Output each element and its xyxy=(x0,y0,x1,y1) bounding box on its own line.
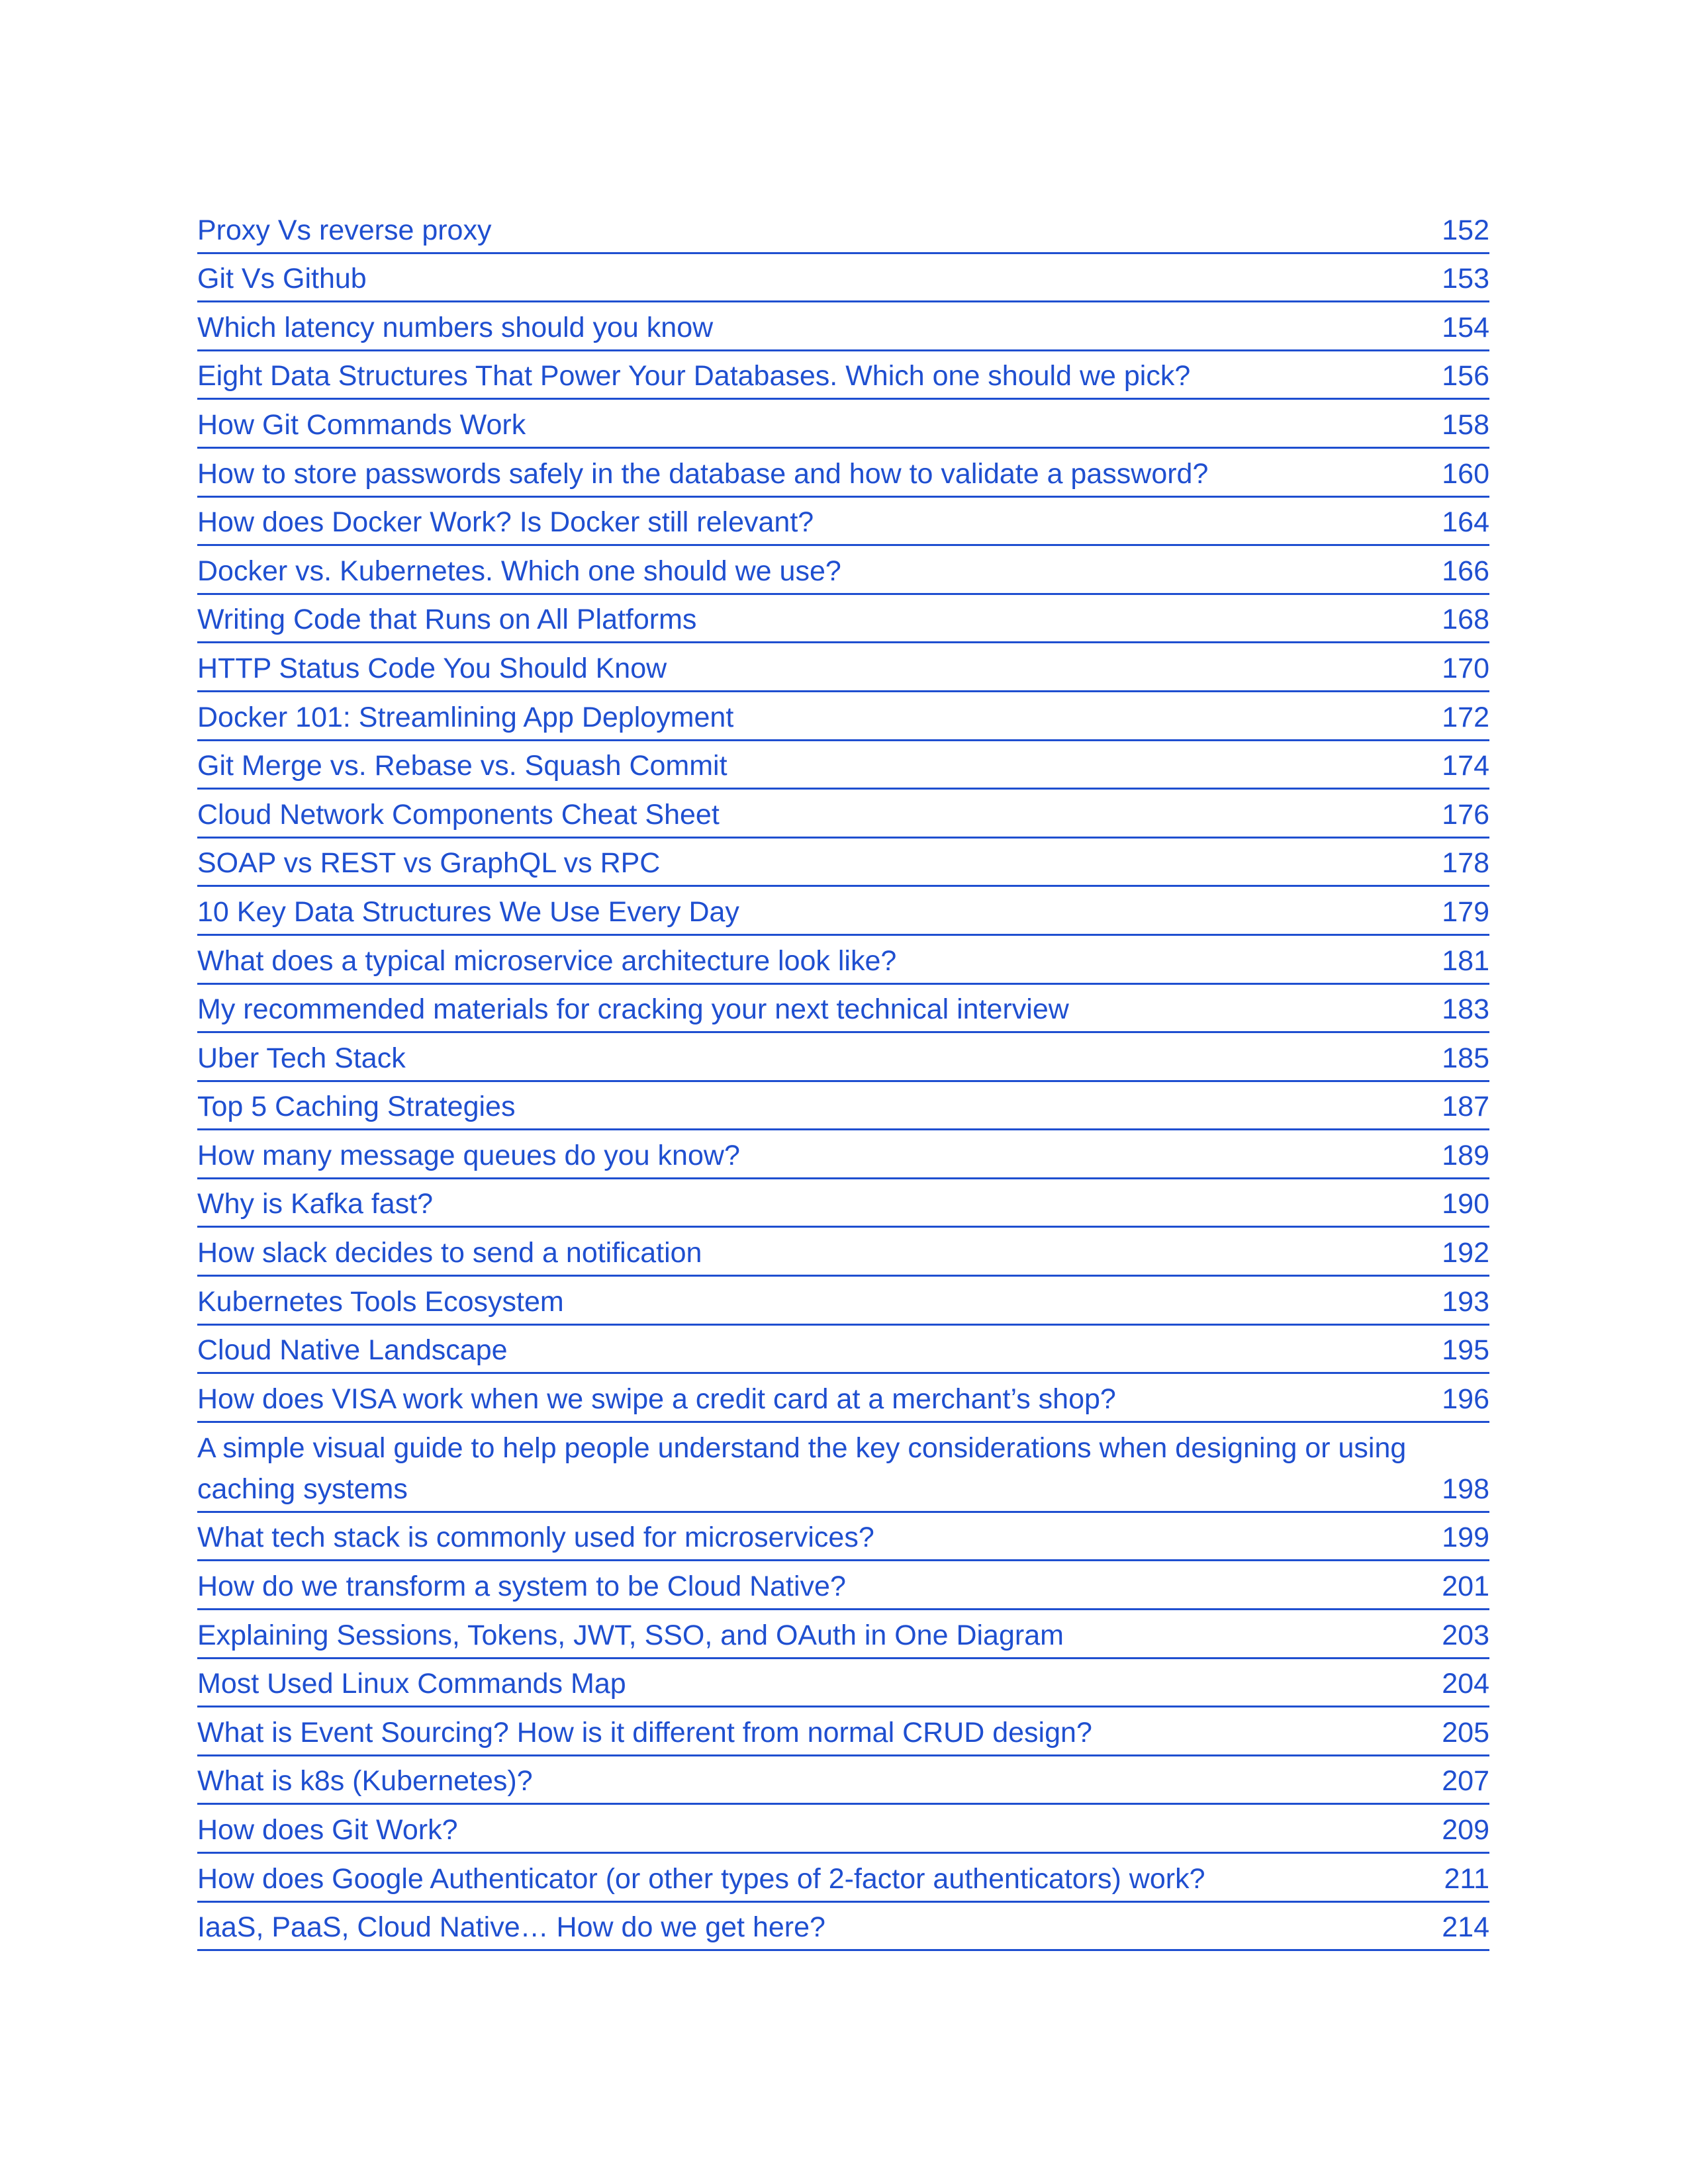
toc-entry-link[interactable] xyxy=(197,887,1489,936)
toc-entry-link[interactable] xyxy=(197,1805,1489,1854)
toc-entry-page-number: 193 xyxy=(1442,1285,1489,1318)
toc-entry-page-number: 154 xyxy=(1442,311,1489,343)
toc-entry-page-number: 168 xyxy=(1442,604,1489,636)
toc-entry-title: Most Used Linux Commands Map xyxy=(197,1668,626,1700)
toc-entry-title: How do we transform a system to be Cloud Native? xyxy=(197,1570,846,1603)
toc-entry-link[interactable] xyxy=(197,1707,1489,1756)
toc-entry-link[interactable] xyxy=(197,1228,1489,1277)
toc-entry-page-number: 164 xyxy=(1442,506,1489,539)
toc-entry-title: How does Docker Work? Is Docker still relevant? xyxy=(197,506,814,539)
toc-entry-link[interactable] xyxy=(197,205,1489,254)
toc-entry-link[interactable] xyxy=(197,351,1489,400)
toc-entry-link[interactable] xyxy=(197,449,1489,498)
toc-entry-page-number: 214 xyxy=(1442,1911,1489,1944)
toc-entry-title: How to store passwords safely in the database and how to validate a password? xyxy=(197,457,1209,490)
toc-entry-title: Top 5 Caching Strategies xyxy=(197,1091,516,1123)
toc-entry-page-number: 192 xyxy=(1442,1237,1489,1269)
toc-entry-title: Kubernetes Tools Ecosystem xyxy=(197,1285,564,1318)
toc-entry-page-number: 178 xyxy=(1442,847,1489,880)
toc-entry-link[interactable] xyxy=(197,790,1489,839)
toc-entry-link[interactable] xyxy=(197,1179,1489,1228)
toc-entry-link[interactable] xyxy=(197,1277,1489,1326)
toc-entry-page-number: 187 xyxy=(1442,1091,1489,1123)
toc-entry-link[interactable] xyxy=(197,936,1489,985)
toc-entry-page-number: 198 xyxy=(1442,1473,1489,1505)
toc-entry-page-number: 179 xyxy=(1442,895,1489,928)
toc-entry-title: HTTP Status Code You Should Know xyxy=(197,652,667,684)
toc-entry-title: How many message queues do you know? xyxy=(197,1139,740,1171)
toc-entry-title: How Git Commands Work xyxy=(197,408,526,441)
table-of-contents xyxy=(197,205,1489,1951)
toc-entry-page-number: 207 xyxy=(1442,1765,1489,1797)
toc-entry-link[interactable] xyxy=(197,400,1489,449)
toc-entry-page-number: 196 xyxy=(1442,1383,1489,1415)
toc-entry-title: Git Merge vs. Rebase vs. Squash Commit xyxy=(197,750,727,782)
toc-entry-title: Uber Tech Stack xyxy=(197,1042,406,1074)
toc-entry-page-number: 158 xyxy=(1442,408,1489,441)
toc-entry-page-number: 160 xyxy=(1442,457,1489,490)
toc-entry-title: SOAP vs REST vs GraphQL vs RPC xyxy=(197,847,661,880)
toc-entry-page-number: 181 xyxy=(1442,944,1489,977)
toc-entry-link[interactable] xyxy=(197,1374,1489,1423)
toc-entry-link[interactable] xyxy=(197,1659,1489,1708)
toc-entry-page-number: 152 xyxy=(1442,214,1489,246)
toc-entry-title: Eight Data Structures That Power Your Databases. Which one should we pick? xyxy=(197,360,1191,392)
toc-entry-page-number: 153 xyxy=(1442,263,1489,295)
toc-entry-link[interactable] xyxy=(197,1513,1489,1562)
toc-entry-page-number: 189 xyxy=(1442,1139,1489,1171)
toc-entry-link[interactable] xyxy=(197,498,1489,547)
toc-entry-link[interactable] xyxy=(197,546,1489,595)
toc-entry-title: What tech stack is commonly used for microservices? xyxy=(197,1522,874,1554)
toc-entry-link[interactable] xyxy=(197,1130,1489,1179)
toc-entry-page-number: 174 xyxy=(1442,750,1489,782)
toc-entry-link[interactable] xyxy=(197,1326,1489,1375)
toc-entry-title: Explaining Sessions, Tokens, JWT, SSO, and OAuth in One Diagram xyxy=(197,1619,1064,1651)
toc-entry-link[interactable] xyxy=(197,1082,1489,1131)
toc-entry-title: Docker vs. Kubernetes. Which one should we use? xyxy=(197,555,841,587)
toc-entry-link[interactable] xyxy=(197,985,1489,1034)
toc-entry-link[interactable] xyxy=(197,254,1489,303)
toc-entry-title: Cloud Network Components Cheat Sheet xyxy=(197,798,720,831)
toc-entry-page-number: 209 xyxy=(1442,1814,1489,1846)
toc-entry-title: How does Git Work? xyxy=(197,1814,458,1846)
toc-entry-page-number: 183 xyxy=(1442,993,1489,1026)
toc-entry-page-number: 195 xyxy=(1442,1334,1489,1367)
toc-entry-link[interactable] xyxy=(197,1561,1489,1610)
toc-entry-link[interactable] xyxy=(197,692,1489,741)
toc-entry-link[interactable] xyxy=(197,741,1489,790)
toc-entry-title: How does VISA work when we swipe a credit card at a merchant’s shop? xyxy=(197,1383,1116,1415)
toc-entry-link[interactable] xyxy=(197,595,1489,644)
toc-entry-link[interactable] xyxy=(197,1423,1489,1513)
toc-entry-page-number: 190 xyxy=(1442,1188,1489,1220)
toc-entry-title: Git Vs Github xyxy=(197,263,367,295)
toc-entry-title: What is Event Sourcing? How is it different from normal CRUD design? xyxy=(197,1716,1092,1749)
toc-entry-title: How slack decides to send a notification xyxy=(197,1237,702,1269)
toc-entry-page-number: 185 xyxy=(1442,1042,1489,1074)
toc-entry-link[interactable] xyxy=(197,1756,1489,1805)
toc-entry-title: Why is Kafka fast? xyxy=(197,1188,434,1220)
toc-entry-page-number: 205 xyxy=(1442,1716,1489,1749)
toc-entry-link[interactable] xyxy=(197,1854,1489,1903)
toc-entry-link[interactable] xyxy=(197,1610,1489,1659)
toc-entry-page-number: 199 xyxy=(1442,1522,1489,1554)
toc-entry-link[interactable] xyxy=(197,643,1489,692)
toc-entry-title: What does a typical microservice architecture look like? xyxy=(197,944,897,977)
toc-entry-page-number: 201 xyxy=(1442,1570,1489,1603)
toc-entry-page-number: 166 xyxy=(1442,555,1489,587)
toc-entry-page-number: 156 xyxy=(1442,360,1489,392)
toc-entry-title: Cloud Native Landscape xyxy=(197,1334,508,1367)
toc-entry-page-number: 211 xyxy=(1444,1862,1489,1895)
toc-entry-title: Docker 101: Streamlining App Deployment xyxy=(197,701,734,733)
toc-entry-title: My recommended materials for cracking your next technical interview xyxy=(197,993,1069,1026)
toc-entry-page-number: 204 xyxy=(1442,1668,1489,1700)
toc-entry-page-number: 170 xyxy=(1442,652,1489,684)
toc-entry-title: Proxy Vs reverse proxy xyxy=(197,214,492,246)
toc-entry-page-number: 203 xyxy=(1442,1619,1489,1651)
toc-entry-title: What is k8s (Kubernetes)? xyxy=(197,1765,533,1797)
toc-entry-link[interactable] xyxy=(197,302,1489,351)
toc-entry-title: 10 Key Data Structures We Use Every Day xyxy=(197,895,739,928)
toc-entry-page-number: 176 xyxy=(1442,798,1489,831)
toc-entry-page-number: 172 xyxy=(1442,701,1489,733)
toc-entry-title: IaaS, PaaS, Cloud Native… How do we get here? xyxy=(197,1911,825,1944)
toc-entry-title: A simple visual guide to help people understand the key considerations when designing or using caching systems xyxy=(197,1432,1415,1505)
toc-entry-title: Writing Code that Runs on All Platforms xyxy=(197,604,697,636)
toc-entry-title: How does Google Authenticator (or other types of 2-factor authenticators) work? xyxy=(197,1862,1205,1895)
toc-entry-link[interactable] xyxy=(197,1903,1489,1952)
toc-entry-link[interactable] xyxy=(197,1033,1489,1082)
toc-entry-title: Which latency numbers should you know xyxy=(197,311,714,343)
toc-entry-link[interactable] xyxy=(197,839,1489,887)
